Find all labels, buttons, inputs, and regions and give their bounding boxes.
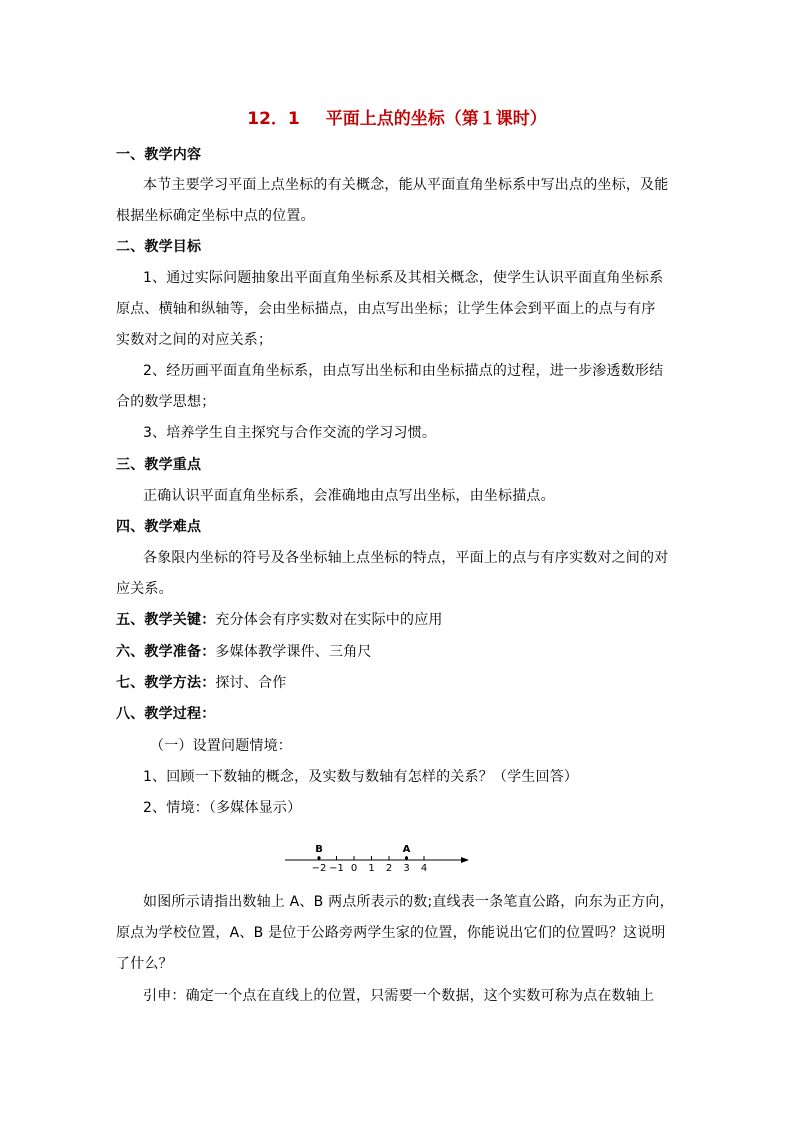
section-number: 12．1 <box>247 109 300 129</box>
objective-line-6: 3、培养学生自主探究与合作交流的学习习惯。 <box>143 425 437 441</box>
difficulties-line-1: 各象限内坐标的符号及各坐标轴上点坐标的特点，平面上的点与有序实数对之间的对 <box>143 550 669 566</box>
process-question-1: 1、回顾一下数轴的概念，及实数与数轴有怎样的关系？（学生回答） <box>143 769 579 785</box>
section-method <box>116 673 682 693</box>
heading-key-points: 三、教学重点 <box>116 457 202 473</box>
tick-label: 0 <box>350 863 358 874</box>
objective-line-4: 2、经历画平面直角坐标系，由点写出坐标和由坐标描点的过程，进一步渗透数形结 <box>143 363 664 379</box>
key-text: 充分体会有序实数对在实际中的应用 <box>215 612 443 628</box>
preparation-text: 多媒体教学课件、三角尺 <box>215 644 372 660</box>
process-question-2: 2、情境：（多媒体显示） <box>143 800 302 816</box>
key-points-line-1: 正确认识平面直角坐标系，会准确地由点写出坐标，由坐标描点。 <box>143 488 555 504</box>
heading-process: 八、教学过程： <box>116 706 216 722</box>
section-preparation <box>116 642 682 662</box>
process-paragraph-4: 引申：确定一个点在直线上的位置，只需要一个数据，这个实数可称为点在数轴上 <box>143 988 655 1004</box>
tick-label: −1 <box>329 863 344 874</box>
content-line-1: 本节主要学习平面上点坐标的有关概念，能从平面直角坐标系中写出点的坐标，及能 <box>143 177 669 193</box>
process-paragraph-3: 了什么？ <box>116 956 173 972</box>
content-line-2: 根据坐标确定坐标中点的位置。 <box>116 208 315 224</box>
tick-label: 4 <box>420 863 428 874</box>
process-paragraph-1: 如图所示请指出数轴上 A、B 两点所表示的数;直线表一条笔直公路，向东为正方向， <box>143 894 674 910</box>
tick-label: −2 <box>311 863 327 874</box>
objective-line-1: 1、通过实际问题抽象出平面直角坐标系及其相关概念，使学生认识平面直角坐标系 <box>143 270 664 286</box>
preparation-label: 六、教学准备： <box>116 644 216 660</box>
section-key <box>116 610 682 630</box>
method-label: 七、教学方法： <box>116 675 216 691</box>
number-line-svg <box>283 840 473 874</box>
tick-label: 1 <box>368 863 375 874</box>
process-paragraph-2: 原点为学校位置，A、B 是位于公路旁两学生家的位置，你能说出它们的位置吗？这说明 <box>116 925 666 941</box>
point-a-marker <box>405 856 408 859</box>
heading-difficulties: 四、教学难点 <box>116 519 202 535</box>
point-a-label: A <box>402 844 411 855</box>
number-line-arrow <box>461 857 469 863</box>
method-text: 探讨、合作 <box>215 675 287 691</box>
tick-label: 3 <box>403 863 410 874</box>
objective-line-3: 实数对之间的对应关系； <box>116 332 273 348</box>
key-label: 五、教学关键： <box>116 612 216 628</box>
objective-line-2: 原点、横轴和纵轴等，会由坐标描点，由点写出坐标；让学生体会到平面上的点与有序 <box>116 301 656 317</box>
heading-content: 一、教学内容 <box>116 147 202 163</box>
process-sub-1: （一）设置问题情境： <box>150 738 292 754</box>
objective-line-5: 合的数学思想； <box>116 394 216 410</box>
point-b-label: B <box>315 844 323 855</box>
tick-label: 2 <box>385 863 393 874</box>
title-text: 平面上点的坐标（第１课时） <box>325 109 547 129</box>
page-title <box>0 104 794 129</box>
heading-objectives: 二、教学目标 <box>116 239 202 255</box>
point-b-marker <box>317 856 320 859</box>
difficulties-line-2: 应关系。 <box>116 581 173 597</box>
number-line-figure <box>283 840 473 874</box>
